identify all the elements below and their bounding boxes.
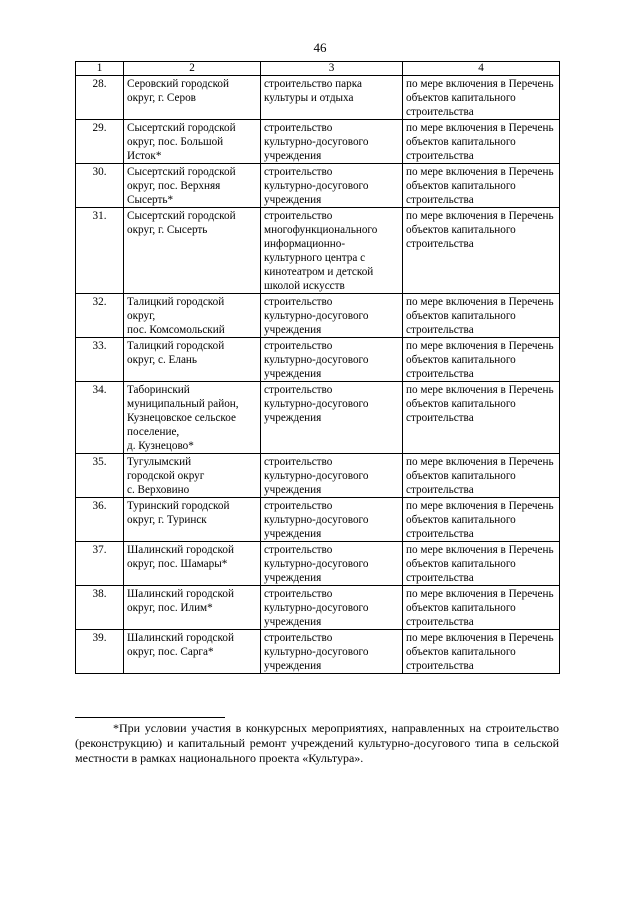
row-term: по мере включения в Перечень объектов капитального строительства [403,382,560,454]
row-location: Тугулымский городской округ с. Верховино [124,454,261,498]
table-row [76,454,560,498]
header-col-3: 3 [261,62,403,76]
row-object: строительство культурно-досугового учреждения [261,382,403,454]
row-object: строительство культурно-досугового учреждения [261,586,403,630]
header-row [76,62,560,76]
row-term: по мере включения в Перечень объектов капитального строительства [403,454,560,498]
row-location: Серовский городской округ, г. Серов [124,76,261,120]
row-location: Сысертский городской округ, пос. Верхняя Сысерть* [124,164,261,208]
table-header [76,62,560,76]
row-object: строительство парка культуры и отдыха [261,76,403,120]
row-term: по мере включения в Перечень объектов капитального строительства [403,498,560,542]
table-row [76,120,560,164]
row-term: по мере включения в Перечень объектов капитального строительства [403,164,560,208]
table-body [76,76,560,674]
row-location: Сысертский городской округ, г. Сысерть [124,208,261,294]
table-row [76,338,560,382]
row-number: 28. [76,76,124,120]
row-term: по мере включения в Перечень объектов капитального строительства [403,76,560,120]
table-row [76,76,560,120]
row-number: 30. [76,164,124,208]
table-row [76,164,560,208]
row-number: 33. [76,338,124,382]
row-object: строительство культурно-досугового учреждения [261,454,403,498]
row-term: по мере включения в Перечень объектов капитального строительства [403,542,560,586]
row-term: по мере включения в Перечень объектов капитального строительства [403,338,560,382]
header-col-1: 1 [76,62,124,76]
footnote: *При условии участия в конкурсных мероприятиях, направленных на строительство (реконструкцию) и капитальный ремонт учреждений культурно-досугового типа в сельской местности в рамках национального проекта «Культура». [75,721,559,765]
table-row [76,542,560,586]
row-number: 29. [76,120,124,164]
page-number: 46 [313,40,327,55]
table-row [76,382,560,454]
header-col-2: 2 [124,62,261,76]
row-location: Шалинский городской округ, пос. Илим* [124,586,261,630]
row-object: строительство культурно-досугового учреждения [261,164,403,208]
table-row [76,586,560,630]
row-object: строительство культурно-досугового учреждения [261,630,403,674]
row-number: 36. [76,498,124,542]
row-object: строительство культурно-досугового учреждения [261,338,403,382]
row-number: 32. [76,294,124,338]
row-location: Таборинский муниципальный район, Кузнецовское сельское поселение, д. Кузнецово* [124,382,261,454]
row-location: Туринский городской округ, г. Туринск [124,498,261,542]
row-object: строительство культурно-досугового учреждения [261,294,403,338]
table-row [76,294,560,338]
row-number: 34. [76,382,124,454]
row-location: Шалинский городской округ, пос. Сарга* [124,630,261,674]
row-location: Талицкий городской округ, с. Елань [124,338,261,382]
footnote-separator [75,717,225,718]
row-term: по мере включения в Перечень объектов капитального строительства [403,208,560,294]
table-row [76,630,560,674]
row-object: строительство культурно-досугового учреждения [261,498,403,542]
table-row [76,208,560,294]
row-term: по мере включения в Перечень объектов капитального строительства [403,630,560,674]
row-object: строительство культурно-досугового учреждения [261,542,403,586]
row-term: по мере включения в Перечень объектов капитального строительства [403,120,560,164]
row-location: Талицкий городской округ, пос. Комсомольский [124,294,261,338]
header-col-4: 4 [403,62,560,76]
table-row [76,498,560,542]
row-number: 39. [76,630,124,674]
row-object: строительство культурно-досугового учреждения [261,120,403,164]
row-location: Сысертский городской округ, пос. Большой Исток* [124,120,261,164]
row-object: строительство многофункционального информационно- культурного центра с кинотеатром и детской школой искусств [261,208,403,294]
row-number: 35. [76,454,124,498]
row-number: 37. [76,542,124,586]
row-location: Шалинский городской округ, пос. Шамары* [124,542,261,586]
objects-table [75,61,560,674]
row-term: по мере включения в Перечень объектов капитального строительства [403,294,560,338]
row-number: 38. [76,586,124,630]
row-term: по мере включения в Перечень объектов капитального строительства [403,586,560,630]
row-number: 31. [76,208,124,294]
